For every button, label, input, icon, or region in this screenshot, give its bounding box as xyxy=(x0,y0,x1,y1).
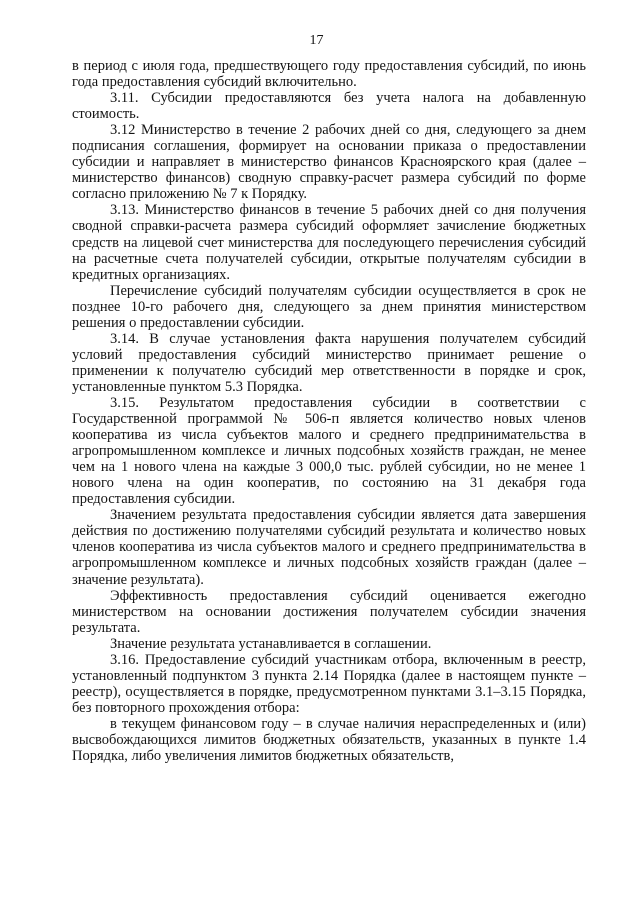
paragraph: 3.11. Субсидии предоставляются без учета налога на добавленную стоимость. xyxy=(72,90,586,123)
paragraph: 3.16. Предоставление субсидий участникам отбора, включенным в реестр, установленный подпунктом 3 пункта 2.14 Порядка (далее в настоящем пункте – реестр), осуществляется в порядке, предусмотренном пунктами 3.1–3.15 Порядка, без повторного прохождения отбора: xyxy=(72,651,586,716)
paragraph: 3.14. В случае установления факта нарушения получателем субсидий условий предоставления субсидий министерство принимает решение о применении к получателю субсидий мер ответственности в порядке и срок, установленные пунктом 5.3 Порядка. xyxy=(72,330,586,395)
paragraph: Значением результата предоставления субсидии является дата завершения действия по достижению получателями субсидий результата и количество новых членов кооператива из числа субъектов малого и среднего предпринимательства в агропромышленном комплексе и личных подсобных хозяйств граждан (далее – значение результата). xyxy=(72,507,586,588)
paragraph: 3.12 Министерство в течение 2 рабочих дней со дня, следующего за днем подписания соглашения, формирует на основании приказа о предоставлении субсидии и направляет в министерство финансов Красноярского края (далее – министерство финансов) сводную справку-расчет размера субсидий по форме согласно приложению № 7 к Порядку. xyxy=(72,122,586,203)
paragraph: в период с июля года, предшествующего году предоставления субсидий, по июнь года предоставления субсидий включительно. xyxy=(72,58,586,91)
document-body xyxy=(72,58,586,764)
paragraph: Перечисление субсидий получателям субсидии осуществляется в срок не позднее 10-го рабочего дня, следующего за днем принятия министерством решения о предоставлении субсидии. xyxy=(72,282,586,331)
paragraph: Значение результата устанавливается в соглашении. xyxy=(110,635,432,652)
paragraph: 3.13. Министерство финансов в течение 5 рабочих дней со дня получения сводной справки-расчета размера субсидий оформляет зачисление бюджетных средств на лицевой счет министерства для последующего перечисления субсидий на расчетные счета получателей субсидии, открытые получателям субсидии в кредитных организациях. xyxy=(72,202,586,283)
paragraph: 3.15. Результатом предоставления субсидии в соответствии с Государственной программой № 506-п является количество новых членов кооператива из числа субъектов малого и среднего предпринимательства в агропромышленном комплексе и личных подсобных хозяйств граждан, не менее чем на 1 нового члена на каждые 3 000,0 тыс. рублей субсидии, но не менее 1 нового члена на один кооператив, по состоянию на 31 декабря года предоставления субсидии. xyxy=(72,394,586,508)
paragraph: Эффективность предоставления субсидий оценивается ежегодно министерством на основании достижения получателем субсидии значения результата. xyxy=(72,587,586,636)
paragraph: в текущем финансовом году – в случае наличия нераспределенных и (или) высвобождающихся лимитов бюджетных обязательств, указанных в пункте 1.4 Порядка, либо увеличения лимитов бюджетных обязательств, xyxy=(72,715,586,765)
page-number: 17 xyxy=(309,33,324,48)
